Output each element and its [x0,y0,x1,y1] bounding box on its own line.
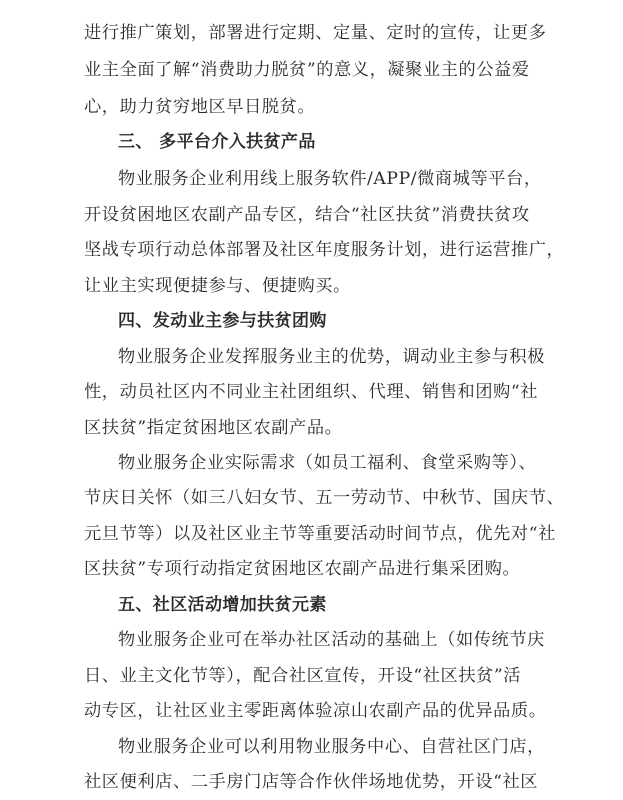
text-line: 业主全面了解“消费助力脱贫”的意义，凝聚业主的公益爱 [84,60,530,80]
section-heading-5: 五、社区活动增加扶贫元素 [118,595,327,615]
section-heading-3: 三、 多平台介入扶贫产品 [118,132,316,152]
text-line: 元旦节等）以及社区业主节等重要活动时间节点，优先对“社 [84,524,556,544]
text-line: 物业服务企业发挥服务业主的优势，调动业主参与积极 [118,347,545,367]
text-line: 动专区，让社区业主零距离体验凉山农副产品的优异品质。 [84,701,547,721]
section-heading-4: 四、发动业主参与扶贫团购 [118,311,327,331]
text-line: 让业主实现便捷参与、便捷购买。 [84,276,351,296]
text-line: 物业服务企业可以利用物业服务中心、自营社区门店， [118,737,545,757]
text-line: 物业服务企业利用线上服务软件/APP/微商城等平台， [118,169,542,189]
text-line: 日、业主文化节等），配合社区宣传，开设“社区扶贫”活 [84,666,522,686]
text-line: 进行推广策划，部署进行定期、定量、定时的宣传，让更多 [84,23,547,43]
text-line: 物业服务企业可在举办社区活动的基础上（如传统节庆 [118,630,545,650]
text-line: 区扶贫”指定贫困地区农副产品。 [84,418,343,438]
text-line: 坚战专项行动总体部署及社区年度服务计划，进行运营推广， [84,240,565,260]
text-line: 性，动员社区内不同业主社团组织、代理、销售和团购“社 [84,382,539,402]
text-line: 心，助力贫穷地区早日脱贫。 [84,97,316,117]
text-line: 物业服务企业实际需求（如员工福利、食堂采购等）、 [118,453,537,473]
text-line: 区扶贫”专项行动指定贫困地区农副产品进行集采团购。 [84,559,521,579]
text-line: 社区便利店、二手房门店等合作伙伴场地优势，开设“社区 [84,772,539,792]
text-line: 开设贫困地区农副产品专区，结合“社区扶贫”消费扶贫攻 [84,205,530,225]
text-line: 节庆日关怀（如三八妇女节、五一劳动节、中秋节、国庆节、 [84,488,565,508]
